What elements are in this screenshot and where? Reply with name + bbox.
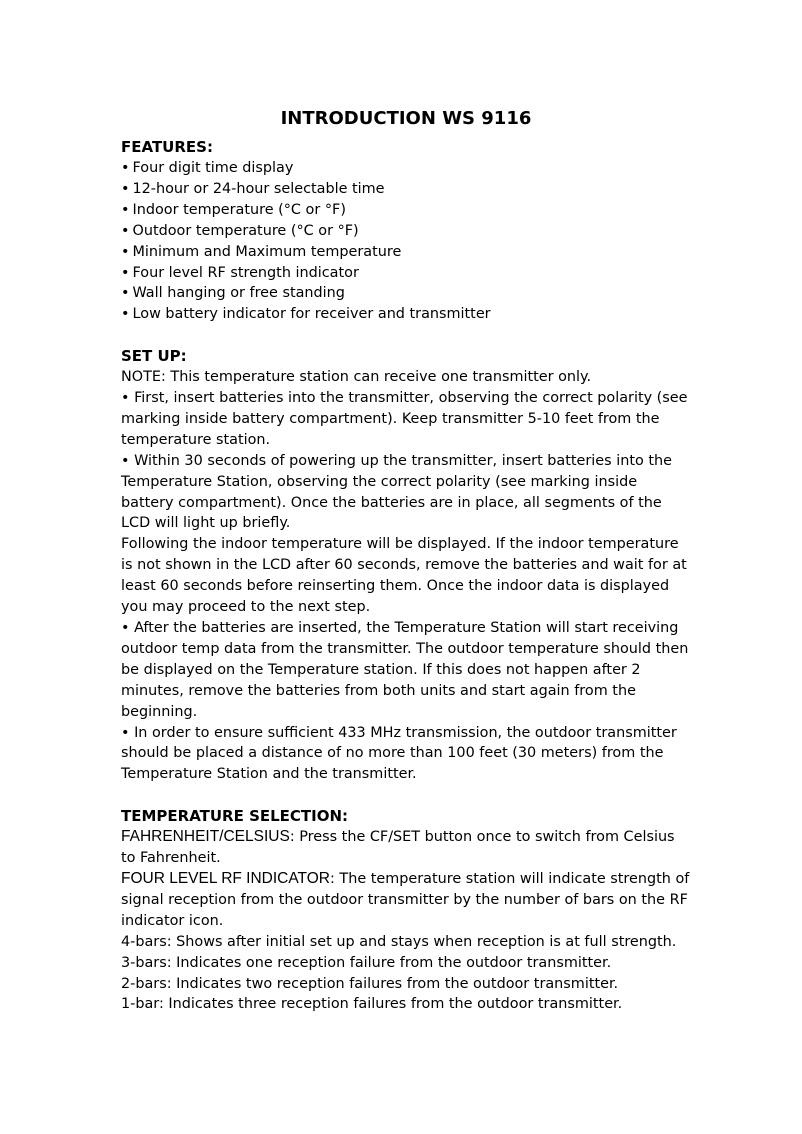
list-item [121, 263, 691, 284]
list-item [121, 221, 691, 242]
rf-bars-4: 4-bars: Shows after initial set up and stays when reception is at full strength. [121, 933, 677, 950]
bullet: • [121, 285, 130, 302]
rf-indicator-label: FOUR LEVEL RF INDICATOR [121, 869, 330, 887]
fahrenheit-celsius-paragraph [121, 827, 691, 869]
feature-text: 12-hour or 24-hour selectable time [132, 180, 385, 197]
rf-indicator-paragraph [121, 869, 691, 932]
setup-section [121, 346, 691, 785]
list-item [121, 242, 691, 263]
setup-note: NOTE: This temperature station can receive one transmitter only. [121, 369, 592, 386]
feature-text: Wall hanging or free standing [132, 285, 345, 302]
bullet: • [121, 306, 130, 323]
section-spacer [121, 785, 691, 806]
fahrenheit-celsius-label: FAHRENHEIT/CELSIUS [121, 828, 290, 846]
fahrenheit-celsius-text: : Press the CF/SET button once to switch from Celsius to Fahrenheit. [121, 829, 675, 867]
rf-bars-2: 2-bars: Indicates two reception failures from the outdoor transmitter. [121, 975, 619, 992]
bullet: • [121, 243, 130, 260]
bullet: • [121, 201, 130, 218]
features-list [121, 158, 691, 325]
setup-step-4: • In order to ensure sufficient 433 MHz transmission, the outdoor transmitter should be placed a distance of no more than 100 feet (30 meters) from the Temperature Station and the transmitter. [121, 724, 677, 783]
temperature-selection-section [121, 806, 691, 1015]
features-heading: FEATURES: [121, 138, 213, 156]
bullet: • [121, 180, 130, 197]
temperature-selection-heading: TEMPERATURE SELECTION: [121, 807, 349, 826]
rf-bars-3: 3-bars: Indicates one reception failure from the outdoor transmitter. [121, 954, 612, 971]
feature-text: Indoor temperature (°C or °F) [132, 201, 346, 218]
rf-indicator-text: : The temperature station will indicate strength of signal reception from the outdoor transmitter by the number of bars on the RF indicator icon. [121, 870, 690, 929]
list-item [121, 179, 691, 200]
feature-text: Four level RF strength indicator [132, 264, 359, 281]
feature-text: Minimum and Maximum temperature [132, 243, 402, 260]
list-item [121, 304, 691, 325]
bullet: • [121, 264, 130, 281]
setup-step-3: • After the batteries are inserted, the Temperature Station will start receiving outdoor temp data from the transmitter. The outdoor temperature should then be displayed on the Temperature station. If this does not happen after 2 minutes, remove the batteries from both units and start again from the beginning. [121, 620, 689, 720]
setup-step-1: • First, insert batteries into the transmitter, observing the correct polarity (see marking inside battery compartment). Keep transmitter 5-10 feet from the temperature station. [121, 390, 688, 448]
document-page [121, 106, 691, 1015]
bullet: • [121, 160, 130, 176]
setup-heading: SET UP: [121, 347, 187, 366]
list-item [121, 158, 691, 179]
document-title: INTRODUCTION WS 9116 [280, 108, 532, 129]
feature-text: Outdoor temperature (°C or °F) [132, 222, 359, 239]
bullet: • [121, 222, 130, 239]
list-item [121, 283, 691, 304]
feature-text: Four digit time display [132, 160, 294, 176]
setup-step-2-followup: Following the indoor temperature will be displayed. If the indoor temperature is not shown in the LCD after 60 seconds, remove the batteries and wait for at least 60 seconds before reinserting them. Once the indoor data is displayed you may proceed to the next step. [121, 536, 687, 616]
feature-text: Low battery indicator for receiver and transmitter [132, 306, 491, 323]
setup-step-2: • Within 30 seconds of powering up the transmitter, insert batteries into the Temperature Station, observing the correct polarity (see marking inside battery compartment). Once the batteries are in place, all segments of the LCD will light up briefly. [121, 452, 672, 532]
section-spacer [121, 325, 691, 346]
list-item [121, 200, 691, 221]
features-section [121, 137, 691, 325]
rf-bars-1: 1-bar: Indicates three reception failures from the outdoor transmitter. [121, 996, 623, 1013]
